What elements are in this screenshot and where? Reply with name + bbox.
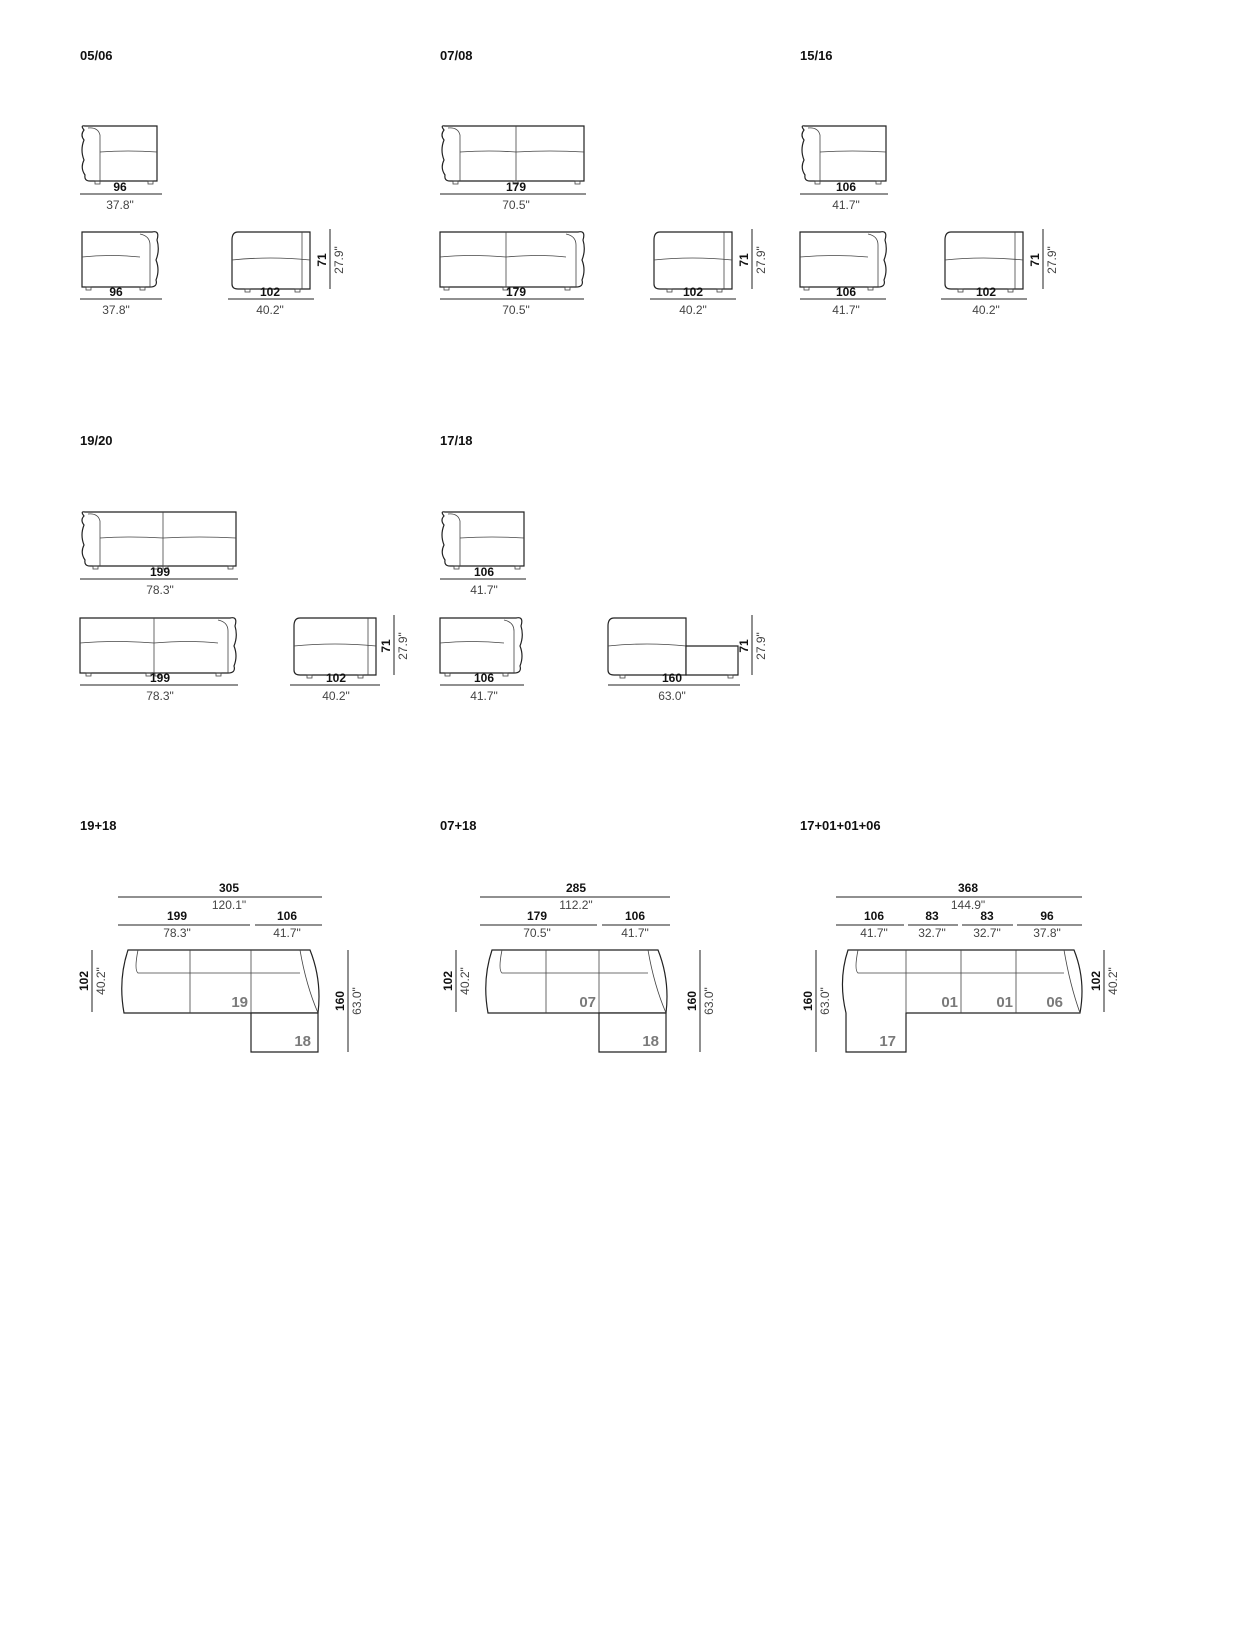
plan-width-cm: 199	[166, 909, 188, 923]
dim-cm: 160	[661, 671, 683, 685]
plan-total-in: 112.2"	[559, 898, 593, 912]
dim-in: 41.7"	[470, 583, 498, 597]
drawing-05-06-front-right	[82, 232, 158, 290]
plan-width-cm: 83	[980, 909, 994, 923]
dim-cm: 106	[473, 671, 495, 685]
drawing-17-18-front-right	[440, 618, 522, 676]
dim-in: 78.3"	[146, 689, 174, 703]
plan-width-cm: 106	[863, 909, 885, 923]
plan-width-in: 41.7"	[860, 926, 888, 940]
dim-in: 40.2"	[256, 303, 284, 317]
dim-in: 27.9"	[396, 632, 410, 660]
plan-width-in: 32.7"	[918, 926, 946, 940]
module-label: 01	[996, 994, 1013, 1011]
dim-cm: 179	[505, 180, 527, 194]
title-15-16: 15/16	[800, 48, 833, 63]
drawing-07-08-front-right	[440, 232, 584, 290]
drawing-15-16-front-left	[802, 126, 886, 184]
drawing-17-18-front-left	[442, 512, 524, 569]
plan-width-in: 41.7"	[621, 926, 649, 940]
drawing-05-06-side	[232, 232, 310, 292]
dim-in: 41.7"	[832, 198, 860, 212]
drawing-15-16-front-right	[800, 232, 886, 290]
plan-total-cm: 368	[957, 881, 979, 895]
module-label: 01	[941, 994, 958, 1011]
dim-cm: 71	[379, 639, 393, 653]
title-07-18: 07+18	[440, 818, 477, 833]
plan-width-cm: 179	[526, 909, 548, 923]
dim-in: 41.7"	[832, 303, 860, 317]
module-label: 18	[294, 1033, 311, 1050]
dim-cm: 102	[325, 671, 347, 685]
plan-width-cm: 96	[1040, 909, 1054, 923]
drawing-19-20-front-right	[80, 618, 236, 676]
dim-in: 41.7"	[470, 689, 498, 703]
drawing-07-08-side	[654, 232, 732, 292]
dim-cm: 96	[109, 285, 123, 299]
plan-width-in: 37.8"	[1033, 926, 1061, 940]
plan-depth-in: 40.2"	[94, 967, 108, 995]
plan-width-in: 32.7"	[973, 926, 1001, 940]
module-label: 17	[879, 1033, 896, 1050]
dim-cm: 102	[259, 285, 281, 299]
drawing-15-16-side	[945, 232, 1023, 292]
module-label: 19	[231, 994, 248, 1011]
plan-depth-cm: 102	[1089, 970, 1103, 992]
drawing-17-18-side	[608, 618, 738, 678]
title-17-01-01-06: 17+01+01+06	[800, 818, 881, 833]
plan-depth-cm: 160	[685, 990, 699, 1012]
dim-cm: 106	[835, 285, 857, 299]
dim-in: 37.8"	[106, 198, 134, 212]
plan-width-in: 41.7"	[273, 926, 301, 940]
module-label: 07	[579, 994, 596, 1011]
plan-depth-cm: 102	[77, 970, 91, 992]
dim-in: 78.3"	[146, 583, 174, 597]
plan-depth-in: 63.0"	[350, 987, 364, 1015]
plan-depth-in: 40.2"	[1106, 967, 1120, 995]
plan-17-01-01-06	[801, 881, 1120, 1052]
title-05-06: 05/06	[80, 48, 113, 63]
plan-depth-cm: 160	[333, 990, 347, 1012]
dim-in: 27.9"	[754, 632, 768, 660]
plan-width-cm: 83	[925, 909, 939, 923]
dim-cm: 106	[835, 180, 857, 194]
plan-width-in: 78.3"	[163, 926, 191, 940]
dim-in: 40.2"	[972, 303, 1000, 317]
plan-19-18	[77, 881, 364, 1052]
plan-depth-in: 63.0"	[818, 987, 832, 1015]
dim-in: 40.2"	[322, 689, 350, 703]
dim-cm: 71	[737, 639, 751, 653]
dim-in: 27.9"	[754, 246, 768, 274]
dim-cm: 71	[737, 253, 751, 267]
plan-07-18	[441, 881, 716, 1052]
dim-cm: 106	[473, 565, 495, 579]
dim-cm: 102	[975, 285, 997, 299]
title-19-20: 19/20	[80, 433, 113, 448]
dim-in: 70.5"	[502, 198, 530, 212]
module-label: 06	[1046, 994, 1063, 1011]
dim-in: 37.8"	[102, 303, 130, 317]
dim-in: 63.0"	[658, 689, 686, 703]
drawing-05-06-front-left	[82, 126, 157, 184]
dim-in: 40.2"	[679, 303, 707, 317]
drawing-07-08-front-left	[442, 126, 584, 184]
drawing-19-20-side	[294, 618, 376, 678]
plan-depth-in: 63.0"	[702, 987, 716, 1015]
plan-width-in: 70.5"	[523, 926, 551, 940]
dim-cm: 199	[149, 671, 171, 685]
plan-depth-in: 40.2"	[458, 967, 472, 995]
plan-width-cm: 106	[624, 909, 646, 923]
dim-cm: 179	[505, 285, 527, 299]
dim-in: 27.9"	[332, 246, 346, 274]
plan-total-in: 120.1"	[211, 898, 247, 912]
title-19-18: 19+18	[80, 818, 117, 833]
title-17-18: 17/18	[440, 433, 473, 448]
module-label: 18	[642, 1033, 659, 1050]
plan-total-in: 144.9"	[950, 898, 986, 912]
plan-total-cm: 285	[565, 881, 587, 895]
dim-in: 70.5"	[502, 303, 530, 317]
dim-cm: 71	[1028, 253, 1042, 267]
dim-cm: 71	[315, 253, 329, 267]
plan-total-cm: 305	[218, 881, 240, 895]
dim-cm: 96	[113, 180, 127, 194]
drawing-19-20-front-left	[82, 512, 236, 569]
dim-cm: 199	[149, 565, 171, 579]
dim-cm: 102	[682, 285, 704, 299]
title-07-08: 07/08	[440, 48, 473, 63]
dim-in: 27.9"	[1045, 246, 1059, 274]
plan-width-cm: 106	[276, 909, 298, 923]
plan-depth-cm: 102	[441, 970, 455, 992]
plan-depth-cm: 160	[801, 990, 815, 1012]
